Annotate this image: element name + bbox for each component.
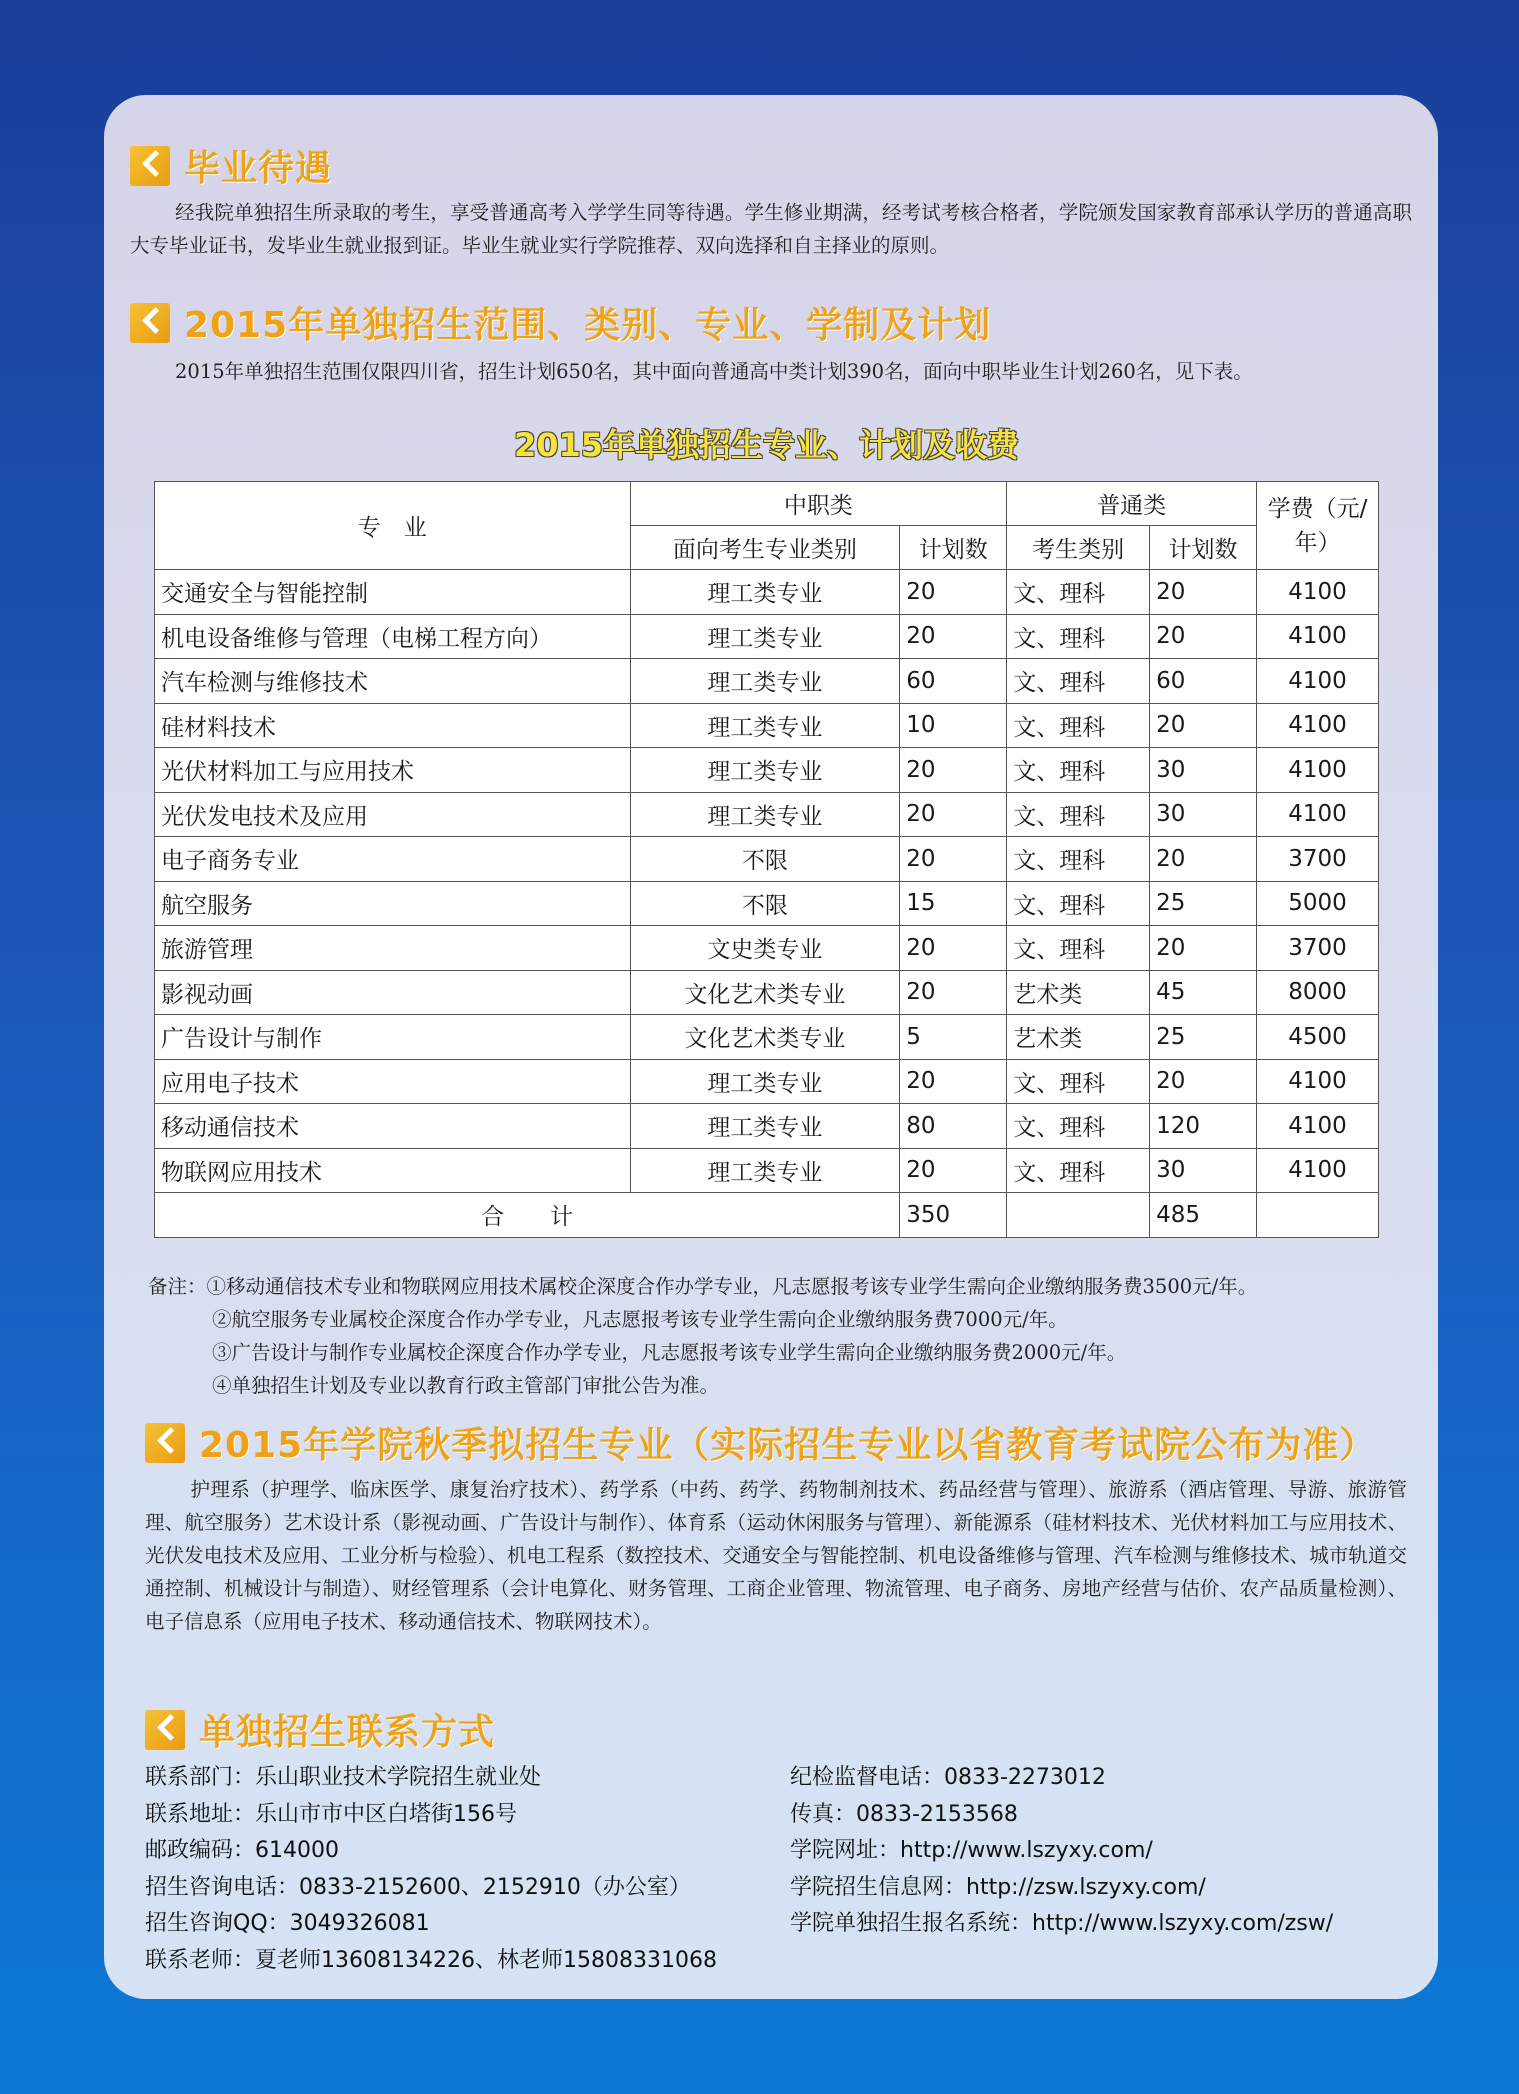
table-row — [155, 614, 1379, 659]
cell-zz-plan: 20 — [900, 570, 1007, 615]
section-title: 2015年学院秋季拟招生专业（实际招生专业以省教育考试院公布为准） — [199, 1425, 1377, 1466]
cell-zz-plan: 5 — [900, 1015, 1007, 1060]
table-row — [155, 970, 1379, 1015]
cell-pt-plan: 30 — [1150, 748, 1257, 793]
cell-major: 光伏发电技术及应用 — [155, 792, 631, 837]
section-marker-icon — [130, 146, 170, 186]
cell-pt-cat: 文、理科 — [1007, 792, 1150, 837]
section-marker-icon — [145, 1710, 185, 1750]
table-row — [155, 1148, 1379, 1193]
cell-zz-cat: 理工类专业 — [630, 659, 900, 704]
note-item: ②航空服务专业属校企深度合作办学专业，凡志愿报考该专业学生需向企业缴纳服务费7000元/年。 — [212, 1308, 1068, 1331]
cell-pt-plan: 30 — [1150, 792, 1257, 837]
cell-pt-plan: 20 — [1150, 1059, 1257, 1104]
cell-fee: 4100 — [1257, 792, 1379, 837]
section-marker-icon — [145, 1423, 185, 1463]
section-marker-icon — [130, 303, 170, 343]
cell-major: 硅材料技术 — [155, 703, 631, 748]
cell-fee: 8000 — [1257, 970, 1379, 1015]
table-row — [155, 1104, 1379, 1149]
cell-pt-plan: 20 — [1150, 837, 1257, 882]
paragraph-text: 2015年单独招生范围仅限四川省，招生计划650名，其中面向普通高中类计划390名，面向中职毕业生计划260名，见下表。 — [175, 360, 1253, 383]
cell-major: 航空服务 — [155, 881, 631, 926]
cell-pt-plan: 120 — [1150, 1104, 1257, 1149]
header-pt-plan: 计划数 — [1150, 526, 1257, 570]
note-item: ③广告设计与制作专业属校企深度合作办学专业，凡志愿报考该专业学生需向企业缴纳服务费2000元/年。 — [212, 1341, 1127, 1364]
cell-major: 机电设备维修与管理（电梯工程方向） — [155, 614, 631, 659]
cell-zz-plan: 20 — [900, 748, 1007, 793]
cell-pt-cat: 艺术类 — [1007, 1015, 1150, 1060]
section-title: 2015年单独招生范围、类别、专业、学制及计划 — [184, 305, 992, 346]
cell-pt-plan: 20 — [1150, 570, 1257, 615]
cell-zz-plan: 20 — [900, 792, 1007, 837]
cell-fee: 5000 — [1257, 881, 1379, 926]
section-title: 单独招生联系方式 — [199, 1712, 496, 1753]
notes — [148, 1270, 1257, 1402]
cell-pt-plan: 25 — [1150, 1015, 1257, 1060]
section-autumn-majors — [145, 1417, 1376, 1468]
cell-pt-cat: 文、理科 — [1007, 926, 1150, 971]
cell-zz-plan: 20 — [900, 970, 1007, 1015]
cell-zz-cat: 不限 — [630, 837, 900, 882]
total-fee-empty — [1257, 1193, 1379, 1238]
total-pt-plan: 485 — [1150, 1193, 1257, 1238]
header-zz-plan: 计划数 — [900, 526, 1007, 570]
cell-pt-cat: 文、理科 — [1007, 659, 1150, 704]
total-empty — [1007, 1193, 1150, 1238]
cell-fee: 3700 — [1257, 837, 1379, 882]
table-row — [155, 748, 1379, 793]
note-item: ①移动通信技术专业和物联网应用技术属校企深度合作办学专业，凡志愿报考该专业学生需向企业缴纳服务费3500元/年。 — [206, 1275, 1258, 1298]
table-row — [155, 1015, 1379, 1060]
cell-pt-plan: 25 — [1150, 881, 1257, 926]
header-major: 专 业 — [155, 482, 631, 570]
cell-fee: 4100 — [1257, 570, 1379, 615]
paragraph-text: 经我院单独招生所录取的考生，享受普通高考入学学生同等待遇。学生修业期满，经考试考核合格者，学院颁发国家教育部承认学历的普通高职大专毕业证书，发毕业生就业报到证。毕业生就业实行学院推荐、双向选择和自主择业的原则。 — [130, 201, 1412, 257]
cell-major: 广告设计与制作 — [155, 1015, 631, 1060]
cell-pt-plan: 60 — [1150, 659, 1257, 704]
total-zz-plan: 350 — [900, 1193, 1007, 1238]
cell-zz-cat: 不限 — [630, 881, 900, 926]
cell-fee: 4100 — [1257, 748, 1379, 793]
section-title: 毕业待遇 — [184, 148, 333, 189]
cell-fee: 4100 — [1257, 1148, 1379, 1193]
table-row — [155, 570, 1379, 615]
cell-zz-cat: 文化艺术类专业 — [630, 1015, 900, 1060]
cell-major: 汽车检测与维修技术 — [155, 659, 631, 704]
table-row — [155, 837, 1379, 882]
cell-pt-cat: 文、理科 — [1007, 1104, 1150, 1149]
table-row — [155, 792, 1379, 837]
cell-major: 光伏材料加工与应用技术 — [155, 748, 631, 793]
cell-zz-cat: 文化艺术类专业 — [630, 970, 900, 1015]
cell-pt-cat: 文、理科 — [1007, 1148, 1150, 1193]
contact-supervision-phone: 纪检监督电话：0833-2273012 — [790, 1765, 1106, 1790]
notes-prefix: 备注： — [148, 1275, 207, 1298]
cell-fee: 4100 — [1257, 703, 1379, 748]
contact-right — [790, 1760, 1333, 1943]
graduation-paragraph — [130, 196, 1412, 262]
cell-zz-plan: 20 — [900, 926, 1007, 971]
total-label: 合 计 — [155, 1193, 900, 1238]
table-title: 2015年单独招生专业、计划及收费 — [513, 426, 1020, 464]
cell-zz-plan: 80 — [900, 1104, 1007, 1149]
cell-pt-plan: 20 — [1150, 614, 1257, 659]
enrollment-paragraph — [130, 355, 1412, 388]
contact-info-site[interactable]: 学院招生信息网：http://zsw.lszyxy.com/ — [790, 1874, 1206, 1900]
contact-fax: 传真：0833-2153568 — [790, 1801, 1018, 1827]
cell-fee: 4500 — [1257, 1015, 1379, 1060]
note-item: ④单独招生计划及专业以教育行政主管部门审批公告为准。 — [212, 1374, 720, 1397]
cell-major: 旅游管理 — [155, 926, 631, 971]
header-zhongzhi: 中职类 — [630, 482, 1007, 526]
contact-postcode: 邮政编码：614000 — [145, 1838, 339, 1863]
cell-zz-cat: 理工类专业 — [630, 1059, 900, 1104]
cell-zz-cat: 理工类专业 — [630, 1148, 900, 1193]
cell-pt-plan: 20 — [1150, 703, 1257, 748]
header-fee: 学费（元/年） — [1257, 482, 1379, 570]
contact-website[interactable]: 学院网址：http://www.lszyxy.com/ — [790, 1838, 1153, 1863]
cell-major: 影视动画 — [155, 970, 631, 1015]
cell-major: 电子商务专业 — [155, 837, 631, 882]
cell-zz-cat: 理工类专业 — [630, 703, 900, 748]
cell-pt-cat: 文、理科 — [1007, 881, 1150, 926]
cell-fee: 3700 — [1257, 926, 1379, 971]
cell-pt-cat: 文、理科 — [1007, 837, 1150, 882]
cell-zz-cat: 理工类专业 — [630, 614, 900, 659]
cell-zz-plan: 60 — [900, 659, 1007, 704]
cell-zz-cat: 理工类专业 — [630, 1104, 900, 1149]
cell-pt-cat: 文、理科 — [1007, 703, 1150, 748]
header-putong: 普通类 — [1007, 482, 1257, 526]
cell-zz-cat: 文史类专业 — [630, 926, 900, 971]
cell-pt-cat: 艺术类 — [1007, 970, 1150, 1015]
cell-fee: 4100 — [1257, 1059, 1379, 1104]
table-row — [155, 1059, 1379, 1104]
cell-zz-plan: 20 — [900, 1059, 1007, 1104]
header-pt-category: 考生类别 — [1007, 526, 1150, 570]
contact-teachers: 联系老师：夏老师13608134226、林老师15808331068 — [145, 1947, 717, 1973]
cell-pt-cat: 文、理科 — [1007, 1059, 1150, 1104]
cell-zz-plan: 15 — [900, 881, 1007, 926]
cell-zz-plan: 20 — [900, 1148, 1007, 1193]
cell-pt-cat: 文、理科 — [1007, 748, 1150, 793]
cell-zz-cat: 理工类专业 — [630, 748, 900, 793]
table-row — [155, 659, 1379, 704]
cell-pt-plan: 30 — [1150, 1148, 1257, 1193]
contact-left — [145, 1760, 717, 1979]
cell-zz-plan: 10 — [900, 703, 1007, 748]
contact-address: 联系地址：乐山市市中区白塔街156号 — [145, 1801, 517, 1827]
table-row — [155, 881, 1379, 926]
table-row — [155, 926, 1379, 971]
contact-qq: 招生咨询QQ：3049326081 — [145, 1911, 430, 1936]
cell-fee: 4100 — [1257, 659, 1379, 704]
contact-phone: 招生咨询电话：0833-2152600、2152910（办公室） — [145, 1874, 691, 1900]
cell-fee: 4100 — [1257, 1104, 1379, 1149]
cell-pt-plan: 20 — [1150, 926, 1257, 971]
enrollment-table — [154, 481, 1379, 1238]
cell-zz-plan: 20 — [900, 837, 1007, 882]
cell-pt-plan: 45 — [1150, 970, 1257, 1015]
contact-registration-site[interactable]: 学院单独招生报名系统：http://www.lszyxy.com/zsw/ — [790, 1911, 1334, 1936]
cell-major: 移动通信技术 — [155, 1104, 631, 1149]
cell-pt-cat: 文、理科 — [1007, 570, 1150, 615]
section-graduation — [130, 140, 332, 191]
cell-pt-cat: 文、理科 — [1007, 614, 1150, 659]
cell-fee: 4100 — [1257, 614, 1379, 659]
header-zz-category: 面向考生专业类别 — [630, 526, 900, 570]
cell-zz-plan: 20 — [900, 614, 1007, 659]
cell-major: 交通安全与智能控制 — [155, 570, 631, 615]
table-row — [155, 703, 1379, 748]
cell-major: 物联网应用技术 — [155, 1148, 631, 1193]
contact-department: 联系部门：乐山职业技术学院招生就业处 — [145, 1765, 542, 1790]
cell-zz-cat: 理工类专业 — [630, 792, 900, 837]
cell-major: 应用电子技术 — [155, 1059, 631, 1104]
section-enrollment-plan — [130, 297, 991, 348]
section-contact — [145, 1704, 495, 1755]
autumn-majors-paragraph — [145, 1473, 1407, 1638]
cell-zz-cat: 理工类专业 — [630, 570, 900, 615]
total-row — [155, 1193, 1379, 1238]
paragraph-text: 护理系（护理学、临床医学、康复治疗技术）、药学系（中药、药学、药物制剂技术、药品经营与管理）、旅游系（酒店管理、导游、旅游管理、航空服务）艺术设计系（影视动画、广告设计与制作）、体育系（运动休闲服务与管理）、新能源系（硅材料技术、光伏材料加工与应用技术、光伏发电技术及应用、工业分析与检验）、机电工程系（数控技术、交通安全与智能控制、机电设备维修与管理、汽车检测与维修技术、城市轨道交通控制、机械设计与制造）、财经管理系（会计电算化、财务管理、工商企业管理、物流管理、电子商务、房地产经营与估价、农产品质量检测）、电子信息系（应用电子技术、移动通信技术、物联网技术）。 — [145, 1478, 1407, 1633]
